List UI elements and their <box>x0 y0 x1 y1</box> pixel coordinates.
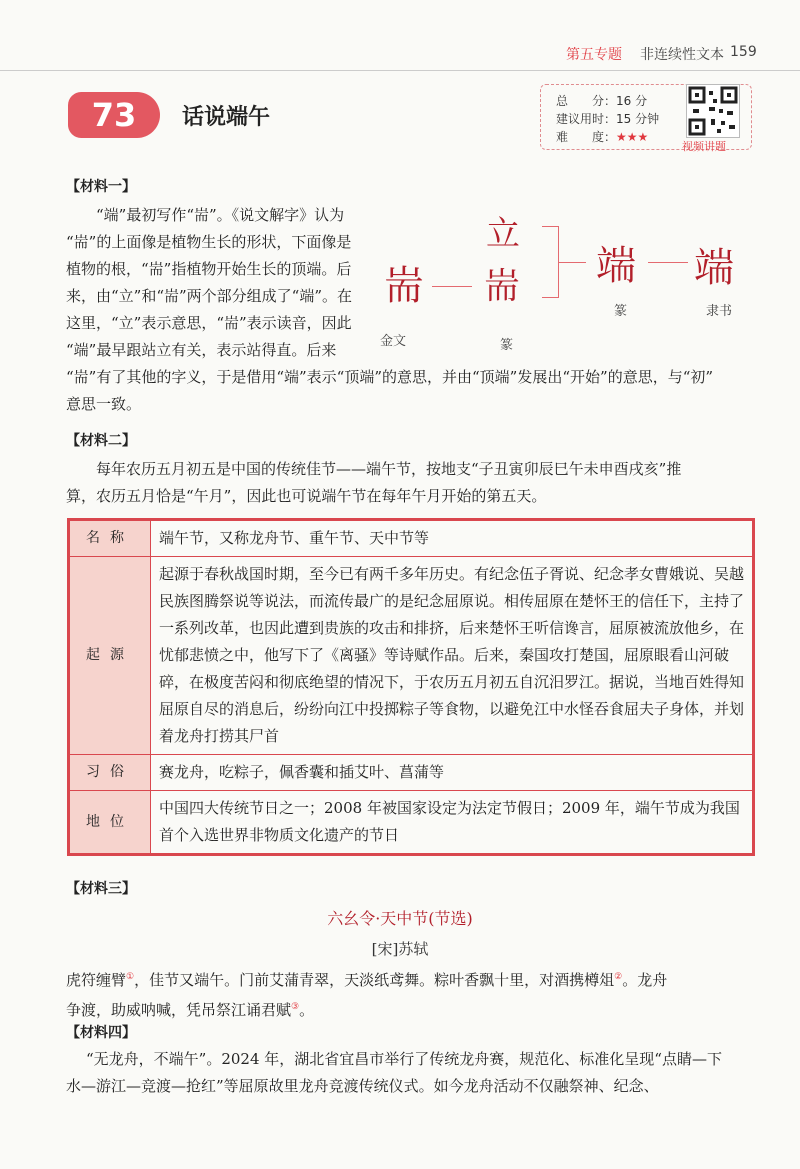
footnote-marker: ① <box>126 972 135 982</box>
row-head: 名称 <box>70 521 151 557</box>
label-lishu: 隶书 <box>706 304 733 319</box>
header-section: 第五专题 <box>566 47 622 63</box>
poem-segment: 争渡，助威呐喊，凭吊祭江诵君赋 <box>66 1001 292 1019</box>
table-row <box>70 557 753 755</box>
header-title: 非连续性文本 <box>640 47 724 63</box>
poem-author: [宋]苏轼 <box>371 940 429 958</box>
row-text: 端午节，又称龙舟节、重午节、天中节等 <box>151 521 753 557</box>
glyph-li: 立 <box>486 214 520 254</box>
footnote-marker: ② <box>614 972 623 982</box>
character-evolution-diagram <box>380 200 760 360</box>
arrow-3 <box>648 262 688 263</box>
material1-line: “耑”的上面像是植物生长的形状，下面像是 <box>66 233 352 251</box>
qr-code-icon[interactable] <box>686 84 740 138</box>
difficulty-label: 难 度： <box>556 130 617 144</box>
lesson-title: 话说端午 <box>182 105 271 130</box>
poem-line <box>66 964 756 994</box>
material4-heading: 【材料四】 <box>66 1025 136 1041</box>
material2-heading: 【材料二】 <box>66 433 136 449</box>
row-head: 习俗 <box>70 755 151 791</box>
poem-segment: 。龙舟 <box>622 971 668 989</box>
poem-line <box>66 994 756 1024</box>
material2-text <box>66 456 756 510</box>
row-text: 中国四大传统节日之一；2008 年被国家设定为法定节假日；2009 年，端午节成为我国首个入选世界非物质文化遗产的节日 <box>151 791 753 854</box>
arrow-1 <box>432 286 472 287</box>
material1-cont-line: 意思一致。 <box>66 395 142 413</box>
difficulty-stars: ★★★ <box>616 130 649 144</box>
material1-line: 这里，“立”表示意思，“耑”表示读音，因此 <box>66 314 352 332</box>
material1-continued <box>66 364 756 418</box>
material1-line: “端”最早跟站立有关，表示站得直。后来 <box>66 341 337 359</box>
material4-line: “无龙舟，不端午”。2024 年，湖北省宜昌市举行了传统龙舟赛，规范化、标准化呈现“点睛—下 <box>86 1050 722 1068</box>
arrow-2 <box>558 262 586 263</box>
material1-line: “端”最初写作“耑”。《说文解字》认为 <box>96 206 345 224</box>
table-row <box>70 791 753 854</box>
time-line <box>556 110 659 127</box>
page-number: 159 <box>730 44 757 60</box>
row-head: 地位 <box>70 791 151 854</box>
table-row <box>70 521 753 557</box>
row-text: 赛龙舟，吃粽子，佩香囊和插艾叶、菖蒲等 <box>151 755 753 791</box>
material1-line: 来，由“立”和“耑”两个部分组成了“端”。在 <box>66 287 353 305</box>
label-zhuan-2: 篆 <box>614 304 628 319</box>
festival-table <box>67 518 755 856</box>
material1-heading: 【材料一】 <box>66 179 136 195</box>
row-head: 起源 <box>70 557 151 755</box>
material1-cont-line: “耑”有了其他的字义，于是借用“端”表示“顶端”的意思，并由“顶端”发展出“开始”的意思，与“初” <box>66 368 714 386</box>
poem-text <box>66 964 756 1024</box>
glyph-lishu: 端 <box>694 245 734 291</box>
time-value: 15 分钟 <box>616 112 660 126</box>
glyph-duan-top: 耑 <box>484 266 521 307</box>
material3-heading: 【材料三】 <box>66 881 136 897</box>
poem-title: 六幺令·天中节(节选) <box>327 909 473 928</box>
poem-segment: 虎符缠臂 <box>66 971 127 989</box>
material4-line: 水—游江—竞渡—抢红”等屈原故里龙舟竞渡传统仪式。如今龙舟活动不仅融祭神、纪念、 <box>66 1077 659 1095</box>
score-label: 总 分： <box>556 94 617 108</box>
score-value: 16 分 <box>616 94 648 108</box>
video-link[interactable]: 视频讲题 <box>682 140 726 153</box>
material4-text <box>66 1046 756 1100</box>
material1-text <box>66 202 396 364</box>
material2-line: 算，农历五月恰是“午月”，因此也可说端午节在每年午月开始的第五天。 <box>66 487 547 505</box>
material2-line: 每年农历五月初五是中国的传统佳节——端午节，按地支“子丑寅卯辰巳午未申酉戌亥”推 <box>96 460 682 478</box>
poem-segment: ，佳节又端午。门前艾蒲青翠，天淡纸鸢舞。粽叶香飘十里，对酒携樽俎 <box>134 971 615 989</box>
glyph-zhuan: 端 <box>596 243 636 289</box>
label-zhuan-1: 篆 <box>500 338 514 353</box>
difficulty-line <box>556 128 648 145</box>
footnote-marker: ③ <box>291 1002 300 1012</box>
material1-line: 植物的根，“耑”指植物开始生长的顶端。后 <box>66 260 352 278</box>
bracket <box>542 226 559 298</box>
lesson-number-badge: 73 <box>68 92 160 138</box>
table-row <box>70 755 753 791</box>
glyph-jinwen: 耑 <box>384 263 424 309</box>
label-jinwen: 金文 <box>380 334 407 349</box>
score-line <box>556 92 647 109</box>
poem-segment: 。 <box>299 1001 315 1019</box>
header-divider <box>0 70 800 71</box>
time-label: 建议用时： <box>556 112 617 126</box>
row-text: 起源于春秋战国时期，至今已有两千多年历史。有纪念伍子胥说、纪念孝女曹娥说、吴越民族图腾祭说等说法，而流传最广的是纪念屈原说。相传屈原在楚怀王的信任下，主持了一系列改革，也因此遭到贵族的攻击和排挤，后来楚怀王听信谗言，屈原被流放他乡，在忧郁悲愤之中，他写下了《离骚》等诗赋作品。后来，秦国攻打楚国，屈原眼看山河破碎，在极度苦闷和彻底绝望的情况下，于农历五月初五自沉汨罗江。据说，当地百姓得知屈原自尽的消息后，纷纷向江中投掷粽子等食物，以避免江中水怪吞食屈夫子身体，并划着龙舟打捞其尸首 <box>151 557 753 755</box>
